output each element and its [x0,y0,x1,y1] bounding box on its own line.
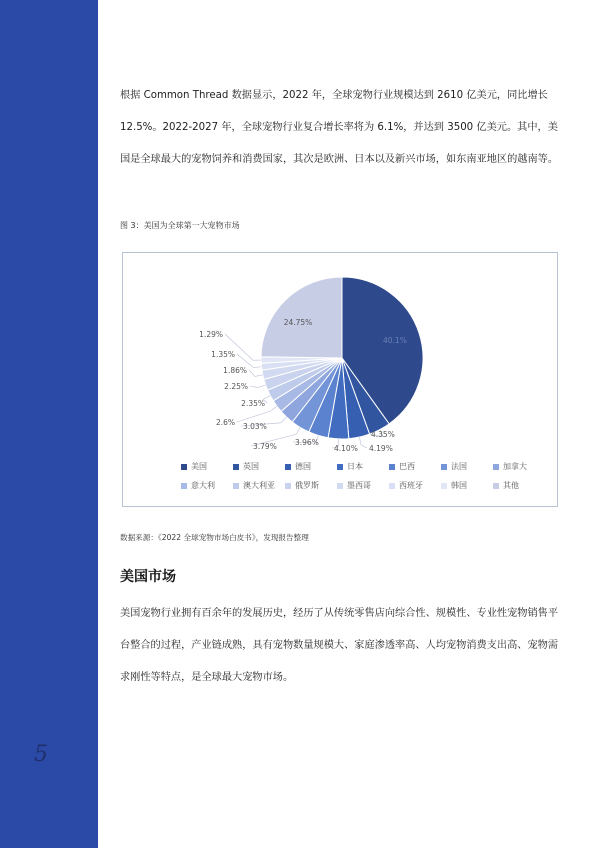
legend-label: 西班牙 [399,481,423,490]
legend-item [285,480,333,491]
legend-label: 韩国 [451,481,467,490]
legend-item [233,461,281,472]
data-source-note: 数据来源：《2022 全球宠物市场白皮书》，发现报告整理 [120,533,309,542]
legend-item [441,480,489,491]
legend-label: 意大利 [191,481,215,490]
legend-swatch [181,464,187,470]
legend-label: 美国 [191,462,207,471]
section-heading-us-market: 美国市场 [120,569,176,585]
leader-line-10 [250,385,266,388]
slice-label-3: 4.19% [369,444,393,453]
leader-line-11 [249,370,263,376]
left-sidebar-band [0,0,98,848]
legend-swatch [233,464,239,470]
legend-swatch [337,464,343,470]
legend-swatch [181,483,187,489]
slice-label-7: 3.03% [243,422,267,431]
legend-swatch [285,483,291,489]
legend-label: 法国 [451,462,467,471]
legend-label: 澳大利亚 [243,481,275,490]
legend-label: 日本 [347,462,363,471]
slice-label-2: 4.35% [371,430,395,439]
slice-label-6: 3.79% [253,442,277,451]
legend-swatch [285,464,291,470]
legend-item [493,461,541,472]
slice-label-13: 1.29% [199,330,223,339]
slice-label-11: 1.86% [223,366,247,375]
slice-label-9: 2.35% [241,399,265,408]
legend-swatch [233,483,239,489]
figure-caption: 图 3：美国为全球第一大宠物市场 [120,221,240,230]
legend-swatch [389,483,395,489]
slice-label-10: 2.25% [224,382,248,391]
us-market-paragraph: 美国宠物行业拥有百余年的发展历史，经历了从传统零售店向综合性、规模性、专业性宠物销售平台整合的过程，产业链成熟，具有宠物数量规模大、家庭渗透率高、人均宠物消费支出高、宠物需求刚性等特点，是全球最大宠物市场。 [120,608,559,683]
legend-item [181,461,229,472]
page-number: 5 [34,742,48,767]
legend-item [389,461,437,472]
intro-paragraph: 根据 Common Thread 数据显示，2022 年，全球宠物行业规模达到 2610 亿美元，同比增长 12.5%。2022-2027 年，全球宠物行业复合增长率将为 6.1%，并达到 3500 亿美元。其中，美国是全球最大的宠物饲养和消费国家，其次是欧洲、日本以及新兴市场，如东南亚地区的越南等。 [120,90,559,165]
slice-label-14: 24.75% [283,318,313,327]
legend-label: 巴西 [399,462,415,471]
slice-label-1: 40.1% [383,336,407,345]
legend-label: 德国 [295,462,311,471]
legend-label: 墨西哥 [347,481,371,490]
legend-item [337,461,385,472]
legend-item [389,480,437,491]
leader-line-8 [237,406,277,422]
legend-label: 其他 [503,481,519,490]
slice-label-4: 4.10% [334,444,358,453]
legend-swatch [493,464,499,470]
pie-chart-frame [122,252,558,507]
legend-label: 英国 [243,462,259,471]
leader-line-3 [359,437,367,448]
slice-label-8: 2.6% [215,418,235,427]
legend-item [181,480,229,491]
legend-item [337,480,385,491]
legend-item [441,461,489,472]
legend-label: 加拿大 [503,462,527,471]
legend-swatch [441,464,447,470]
legend-swatch [337,483,343,489]
legend-swatch [389,464,395,470]
legend-label: 俄罗斯 [295,481,319,490]
legend-item [493,480,541,491]
slice-label-12: 1.35% [211,350,235,359]
slice-label-5: 3.96% [295,438,319,447]
legend-swatch [441,483,447,489]
chart-legend [181,461,551,491]
legend-item [285,461,333,472]
legend-item [233,480,281,491]
legend-swatch [493,483,499,489]
